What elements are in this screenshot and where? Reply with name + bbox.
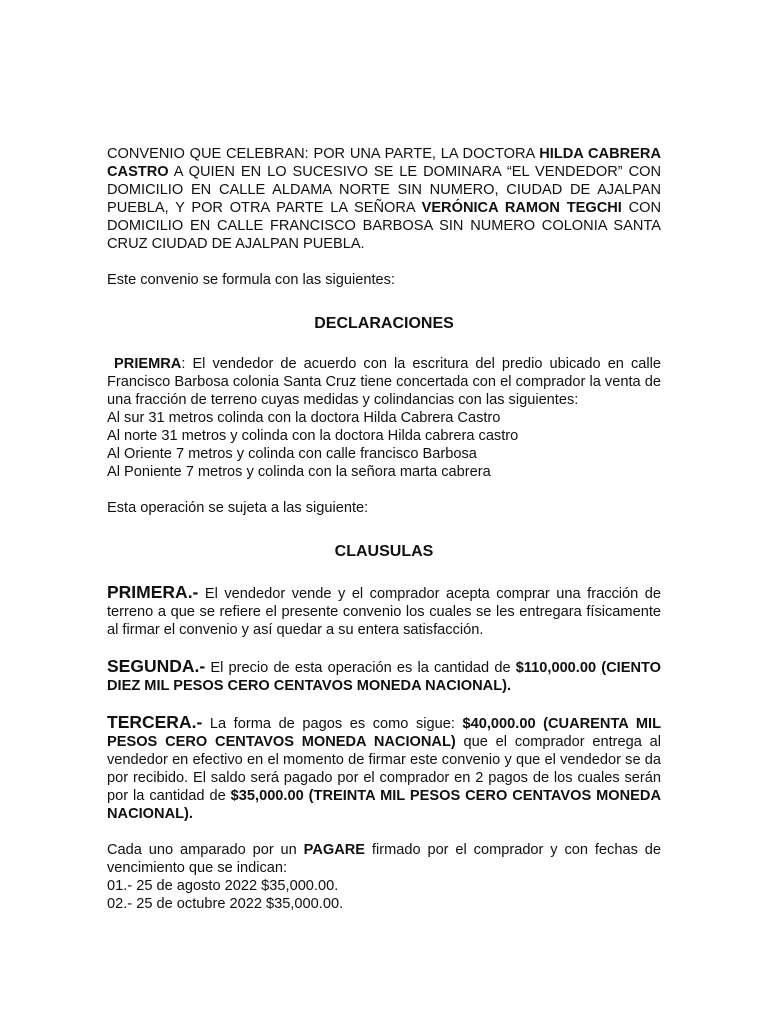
declaraciones-heading: DECLARACIONES [314,315,454,332]
sujeta-line: Esta operación se sujeta a las siguiente: [107,500,369,516]
primera-label: PRIMERA.- [107,582,199,602]
tercera-amount-2: $35,000.00 (TREINTA MIL PESOS CERO CENTAVOS MONEDA NACIONAL). [107,788,661,822]
tercera-text-1: La forma de pagos es como sigue: [202,716,463,732]
tercera-text-2: que el comprador entrega al vendedor en efectivo en el momento de firmar este convenio y que el vendedor se da por recibido. El saldo será pagado por el comprador en 2 pagos de los cuales serán por la cantidad de [107,734,662,804]
pagare-text-1: Cada uno amparado por un [107,842,304,858]
intro-text-2: A QUIEN EN LO SUCESIVO SE LE DOMINARA “EL VENDEDOR” CON DOMICILIO EN CALLE ALDAMA NORTE SIN NUMERO, CIUDAD DE AJALPAN PUEBLA, Y POR OTRA PARTE LA SEÑORA [107,164,661,216]
segunda-amount: $110,000.00 (CIENTO DIEZ MIL PESOS CERO CENTAVOS MONEDA NACIONAL). [107,660,661,694]
payment-line: 02.- 25 de octubre 2022 $35,000.00. [107,896,344,912]
declaracion-text: : El vendedor de acuerdo con la escritura del predio ubicado en calle Francisco Barbosa colonia Santa Cruz tiene concertada con el comprador la venta de una fracción de terreno cuyas medidas y colindancias con las siguientes: [107,356,661,408]
colindancia-line: Al Poniente 7 metros y colinda con la señora marta cabrera [107,464,491,480]
formula-line: Este convenio se formula con las siguientes: [107,272,395,288]
seller-name: HILDA CABRERA CASTRO [107,146,661,180]
declaracion-paragraph [107,355,661,409]
pagare-paragraph [107,841,661,877]
declaracion-label: PRIEMRA [114,356,182,372]
clausula-primera [107,583,661,639]
clausulas-heading: CLAUSULAS [334,543,434,560]
document-body [107,145,661,913]
intro-text-1: CONVENIO QUE CELEBRAN: POR UNA PARTE, LA DOCTORA [107,146,540,162]
primera-text: El vendedor vende y el comprador acepta comprar una fracción de terreno a que se refiere el presente convenio los cuales se les entregara físicamente al firmar el convenio y así quedar a su entera satisfacción. [107,586,661,638]
pagare-text-2: firmado por el comprador y con fechas de vencimiento que se indican: [107,842,661,876]
tercera-label: TERCERA.- [107,712,203,732]
clausula-segunda [107,657,661,695]
colindancia-line: Al Oriente 7 metros y colinda con calle francisco Barbosa [107,446,477,462]
pagare-word: PAGARE [303,842,366,858]
tercera-amount-1: $40,000.00 (CUARENTA MIL PESOS CERO CENTAVOS MONEDA NACIONAL) [107,716,661,750]
colindancia-line: Al sur 31 metros colinda con la doctora Hilda Cabrera Castro [107,410,501,426]
clausula-tercera [107,713,661,823]
payment-line: 01.- 25 de agosto 2022 $35,000.00. [107,878,339,894]
buyer-name: VERÓNICA RAMON TEGCHI [421,200,622,216]
colindancia-line: Al norte 31 metros y colinda con la doctora Hilda cabrera castro [107,428,519,444]
segunda-label: SEGUNDA.- [107,656,206,676]
intro-text-3: CON DOMICILIO EN CALLE FRANCISCO BARBOSA SIN NUMERO COLONIA SANTA CRUZ CIUDAD DE AJALPAN PUEBLA. [107,200,661,252]
intro-paragraph [107,145,661,253]
segunda-text: El precio de esta operación es la cantidad de [205,660,516,676]
